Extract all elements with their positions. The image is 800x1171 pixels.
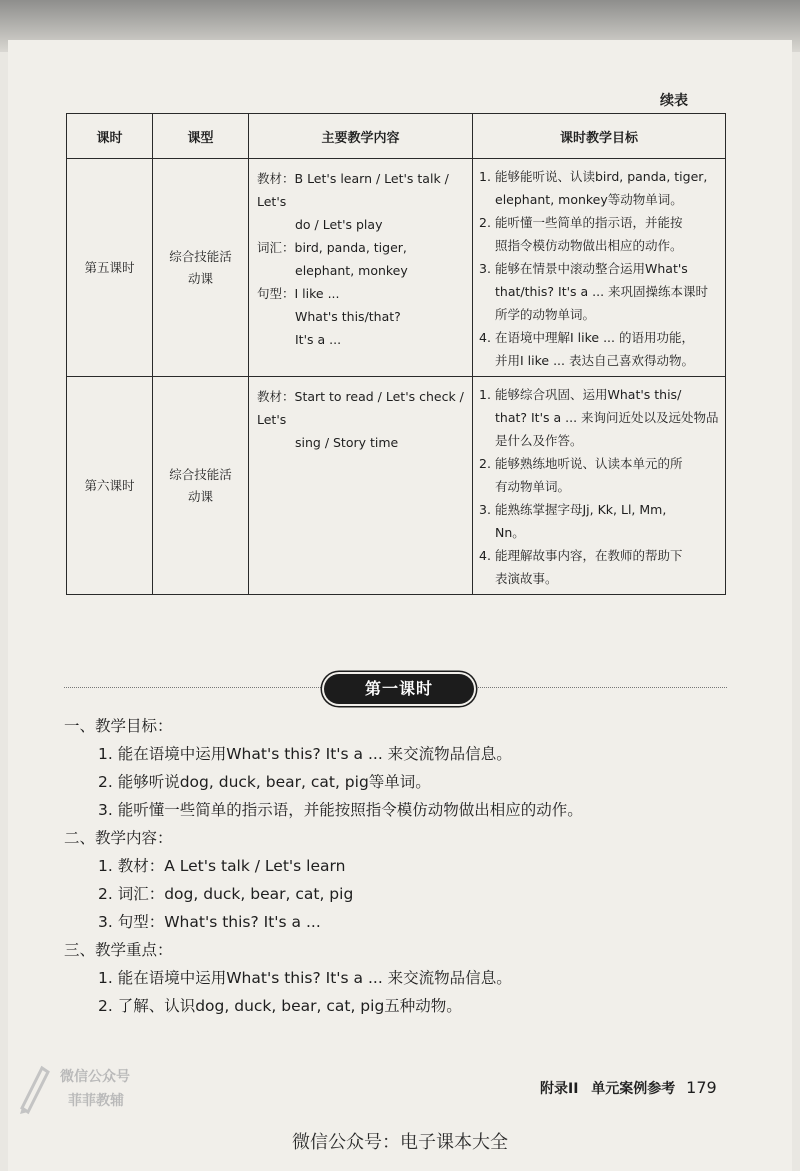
- list-item: 1. 能在语境中运用What's this? It's a ... 来交流物品信息。: [98, 745, 512, 763]
- textbook-label: 教材：: [257, 389, 295, 404]
- textbook-label: 教材：: [257, 171, 295, 186]
- list-item: 2. 词汇：dog, duck, bear, cat, pig: [98, 885, 354, 903]
- goal-item: 2. 能听懂一些简单的指示语，并能按 照指令模仿动物做出相应的动作。: [479, 215, 683, 253]
- table-row: [67, 159, 726, 377]
- period-cell: 第六课时: [67, 377, 153, 595]
- sentence-text: I like ...: [294, 286, 340, 301]
- content-cell: [249, 159, 473, 377]
- content-cell: [249, 377, 473, 595]
- textbook-text: do / Let's play: [295, 217, 383, 232]
- section-title-badge: 第一课时: [324, 674, 474, 704]
- goal-item: 1. 能够综合巩固、运用What's this/ that? It's a ... 来询问近处以及远处物品是什么及作答。: [479, 387, 719, 448]
- goal-item: 3. 能熟练掌握字母Jj, Kk, Ll, Mm, Nn。: [479, 502, 667, 540]
- type-line: 综合技能活: [169, 248, 232, 264]
- publisher-stamp: [14, 1058, 130, 1116]
- type-cell: [153, 159, 249, 377]
- goal-item: 4. 能理解故事内容，在教师的帮助下 表演故事。: [479, 548, 683, 586]
- footer-subtitle: 单元案例参考: [591, 1081, 676, 1097]
- pen-icon: [14, 1058, 54, 1116]
- page-footer: [540, 1078, 717, 1098]
- continued-label: 续表: [660, 93, 688, 109]
- header-type: 课型: [153, 114, 249, 159]
- section-heading: 二、教学内容：: [64, 829, 173, 847]
- list-item: 2. 了解、认识dog, duck, bear, cat, pig五种动物。: [98, 997, 462, 1015]
- vocab-text: elephant, monkey: [295, 263, 408, 278]
- section-heading: 一、教学目标：: [64, 717, 173, 735]
- lesson-plan-table: [66, 113, 726, 595]
- footer-appendix: 附录II: [540, 1081, 579, 1097]
- sentence-text: It's a ...: [295, 332, 342, 347]
- list-item: 3. 能听懂一些简单的指示语，并能按照指令模仿动物做出相应的动作。: [98, 801, 583, 819]
- period-cell: 第五课时: [67, 159, 153, 377]
- goals-cell: [473, 159, 726, 377]
- table-row: [67, 377, 726, 595]
- section-heading: 三、教学重点：: [64, 941, 173, 959]
- goal-item: 1. 能够能听说、认读bird, panda, tiger, elephant, monkey等动物单词。: [479, 169, 708, 207]
- type-line: 动课: [187, 270, 213, 286]
- goal-item: 2. 能够熟练地听说、认读本单元的所 有动物单词。: [479, 456, 683, 494]
- bottom-watermark: 微信公众号：电子课本大全: [292, 1132, 508, 1153]
- textbook-text: Start to read / Let's check / Let's: [257, 389, 464, 427]
- list-item: 1. 教材：A Let's talk / Let's learn: [98, 857, 346, 875]
- sentence-label: 句型：: [257, 286, 295, 301]
- page-number: 179: [686, 1078, 717, 1097]
- stamp-line: 微信公众号: [60, 1069, 130, 1085]
- table-header-row: [67, 114, 726, 159]
- goals-cell: [473, 377, 726, 595]
- vocab-text: bird, panda, tiger,: [294, 240, 407, 255]
- type-cell: [153, 377, 249, 595]
- sentence-text: What's this/that?: [295, 309, 401, 324]
- list-item: 3. 句型：What's this? It's a ...: [98, 913, 321, 931]
- header-period: 课时: [67, 114, 153, 159]
- list-item: 2. 能够听说dog, duck, bear, cat, pig等单词。: [98, 773, 431, 791]
- list-item: 1. 能在语境中运用What's this? It's a ... 来交流物品信息。: [98, 969, 512, 987]
- textbook-text: sing / Story time: [295, 435, 399, 450]
- type-line: 综合技能活: [169, 466, 232, 482]
- vocab-label: 词汇：: [257, 240, 295, 255]
- textbook-text: B Let's learn / Let's talk / Let's: [257, 171, 449, 209]
- type-line: 动课: [187, 488, 213, 504]
- header-content: 主要教学内容: [249, 114, 473, 159]
- stamp-line: 菲菲教辅: [68, 1093, 124, 1109]
- goal-item: 4. 在语境中理解I like ... 的语用功能， 并用I like ... 表达自己喜欢得动物。: [479, 330, 694, 368]
- header-goals: 课时教学目标: [473, 114, 726, 159]
- lesson-body: [64, 712, 744, 1020]
- goal-item: 3. 能够在情景中滚动整合运用What's that/this? It's a ... 来巩固操练本课时所学的动物单词。: [479, 261, 709, 322]
